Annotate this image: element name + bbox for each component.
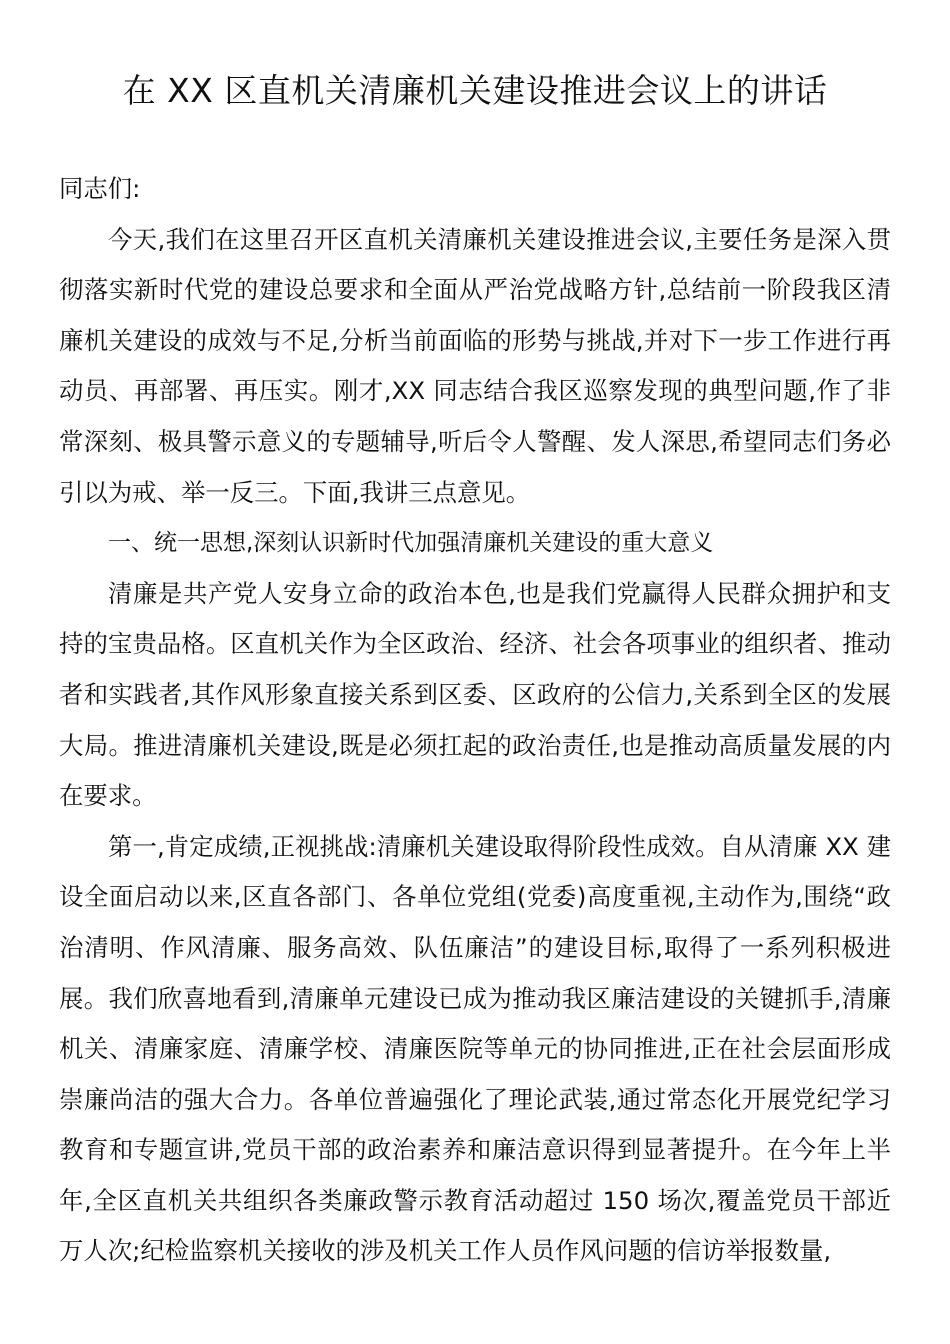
paragraph-intro: 今天,我们在这里召开区直机关清廉机关建设推进会议,主要任务是深入贯彻落实新时代党的建设总要求和全面从严治党战略方针,总结前一阶段我区清廉机关建设的成效与不足,分析当前面临的形势与挑战,并对下一步工作进行再动员、再部署、再压实。刚才,XX 同志结合我区巡察发现的典型问题,作了非常深刻、极具警示意义的专题辅导,听后令人警醒、发人深思,希望同志们务必引以为戒、举一反三。下面,我讲三点意见。: [59, 224, 891, 507]
paragraph-significance: 清廉是共产党人安身立命的政治本色,也是我们党赢得人民群众拥护和支持的宝贵品格。区直机关作为全区政治、经济、社会各项事业的组织者、推动者和实践者,其作风形象直接关系到区委、区政府的公信力,关系到全区的发展大局。推进清廉机关建设,既是必须扛起的政治责任,也是推动高质量发展的内在要求。: [59, 578, 891, 811]
document-title: 在 XX 区直机关清廉机关建设推进会议上的讲话: [122, 71, 828, 110]
section-heading-1: 一、统一思想,深刻认识新时代加强清廉机关建设的重大意义: [108, 530, 714, 557]
paragraph-first-point: 第一,肯定成绩,正视挑战:清廉机关建设取得阶段性成效。自从清廉 XX 建设全面启动以来,区直各部门、各单位党组(党委)高度重视,主动作为,围绕“政治清明、作风清廉、服务高效、队伍廉洁”的建设目标,取得了一系列积极进展。我们欣喜地看到,清廉单元建设已成为推动我区廉洁建设的关键抓手,清廉机关、清廉家庭、清廉学校、清廉医院等单元的协同推进,正在社会层面形成崇廉尚洁的强大合力。各单位普遍强化了理论武装,通过常态化开展党纪学习教育和专题宣讲,党员干部的政治素养和廉洁意识得到显著提升。在今年上半年,全区直机关共组织各类廉政警示教育活动超过 150 场次,覆盖党员干部近万人次;纪检监察机关接收的涉及机关工作人员作风问题的信访举报数量,: [59, 831, 891, 1266]
document-body: [59, 164, 891, 1277]
salutation: 同志们:: [59, 174, 141, 203]
